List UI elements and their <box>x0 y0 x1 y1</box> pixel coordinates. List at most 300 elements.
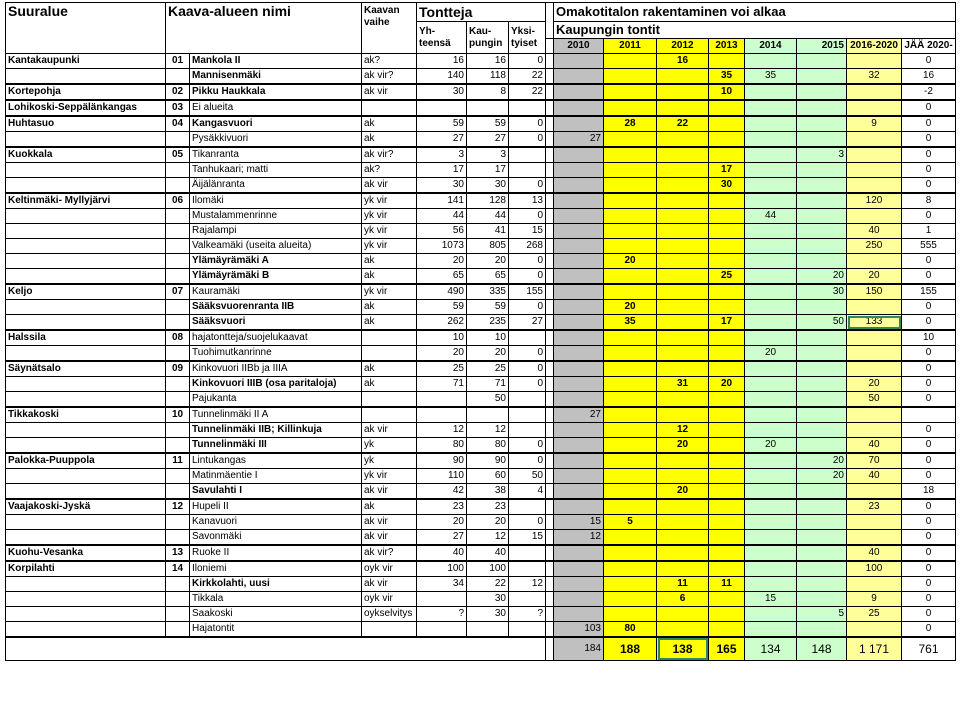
cell-jaa: 0 <box>902 530 956 546</box>
cell-y2010 <box>554 377 604 392</box>
cell-tot <box>417 622 467 638</box>
cell-name: Kirkkolahti, uusi <box>190 577 362 592</box>
cell-yks <box>509 423 546 438</box>
cell-num <box>166 224 190 239</box>
cell-y2012 <box>657 178 709 194</box>
cell-y2012: 22 <box>657 116 709 132</box>
cell-y2013 <box>709 300 745 315</box>
cell-y2012 <box>657 607 709 622</box>
total-2011: 188 <box>604 637 657 661</box>
cell-y2011 <box>604 132 657 148</box>
cell-kau: 16 <box>467 54 509 69</box>
cell-y2013 <box>709 224 745 239</box>
cell-y2010 <box>554 300 604 315</box>
table-row <box>6 407 956 423</box>
table-row <box>6 346 956 362</box>
cell-tot <box>417 100 467 116</box>
cell-phase: ak vir <box>362 484 417 500</box>
cell-jaa: 0 <box>902 300 956 315</box>
cell-area <box>6 469 166 484</box>
cell-y2013 <box>709 561 745 577</box>
cell-y2016: 40 <box>847 438 902 454</box>
cell-area <box>6 377 166 392</box>
cell-tot: 262 <box>417 315 467 331</box>
cell-area <box>6 592 166 607</box>
table-row <box>6 392 956 408</box>
cell-y2014 <box>745 132 797 148</box>
cell-name: Tuohimutkanrinne <box>190 346 362 362</box>
table-row <box>6 469 956 484</box>
cell-y2016 <box>847 515 902 530</box>
cell-num <box>166 392 190 408</box>
cell-tot: 20 <box>417 515 467 530</box>
cell-jaa: 0 <box>902 54 956 69</box>
cell-y2011 <box>604 269 657 285</box>
cell-area: Tikkakoski <box>6 407 166 423</box>
cell-y2014: 35 <box>745 69 797 85</box>
header-yksityiset: Yksi-tyiset <box>509 22 546 54</box>
cell-y2010 <box>554 499 604 515</box>
cell-kau: 805 <box>467 239 509 254</box>
table-row <box>6 300 956 315</box>
cell-kau: 44 <box>467 209 509 224</box>
cell-area: Kuokkala <box>6 147 166 163</box>
cell-y2016: 20 <box>847 269 902 285</box>
cell-tot: 27 <box>417 132 467 148</box>
cell-y2015: 5 <box>797 607 847 622</box>
cell-jaa: -2 <box>902 84 956 100</box>
cell-phase: yk vir <box>362 209 417 224</box>
cell-name: Tikanranta <box>190 147 362 163</box>
cell-y2011 <box>604 284 657 300</box>
cell-tot <box>417 407 467 423</box>
header-omakoti: Omakotitalon rakentaminen voi alkaa <box>554 3 956 22</box>
table-row <box>6 239 956 254</box>
cell-area <box>6 300 166 315</box>
cell-y2013: 11 <box>709 577 745 592</box>
cell-y2015 <box>797 438 847 454</box>
cell-y2015 <box>797 69 847 85</box>
cell-y2014 <box>745 622 797 638</box>
cell-y2015: 20 <box>797 269 847 285</box>
cell-phase: oyk vir <box>362 592 417 607</box>
cell-name: Tunnelinmäki IIB; Killinkuja <box>190 423 362 438</box>
cell-area: Palokka-Puuppola <box>6 453 166 469</box>
cell-area <box>6 515 166 530</box>
cell-y2013 <box>709 469 745 484</box>
cell-y2016 <box>847 132 902 148</box>
cell-name: Tikkala <box>190 592 362 607</box>
total-2015: 148 <box>797 637 847 661</box>
cell-tot: 80 <box>417 438 467 454</box>
cell-num <box>166 163 190 178</box>
cell-y2014 <box>745 330 797 346</box>
cell-y2012 <box>657 209 709 224</box>
cell-yks: 0 <box>509 515 546 530</box>
cell-y2014 <box>745 178 797 194</box>
cell-yks: 22 <box>509 84 546 100</box>
cell-y2014 <box>745 147 797 163</box>
cell-kau: 335 <box>467 284 509 300</box>
cell-y2011 <box>604 69 657 85</box>
cell-name: Iloniemi <box>190 561 362 577</box>
cell-y2010 <box>554 607 604 622</box>
cell-y2010 <box>554 163 604 178</box>
cell-y2011 <box>604 453 657 469</box>
cell-y2015 <box>797 530 847 546</box>
cell-area <box>6 577 166 592</box>
cell-y2016: 40 <box>847 224 902 239</box>
cell-y2012 <box>657 163 709 178</box>
cell-yks: 0 <box>509 209 546 224</box>
header-tontteja: Tontteja <box>417 3 546 22</box>
cell-name: Ilomäki <box>190 193 362 209</box>
cell-y2010 <box>554 438 604 454</box>
cell-area <box>6 438 166 454</box>
cell-num <box>166 484 190 500</box>
cell-num <box>166 346 190 362</box>
cell-kau: 60 <box>467 469 509 484</box>
cell-area: Keltinmäki- Myllyjärvi <box>6 193 166 209</box>
total-2014: 134 <box>745 637 797 661</box>
cell-y2012 <box>657 254 709 269</box>
cell-kau: 10 <box>467 330 509 346</box>
cell-y2013: 25 <box>709 269 745 285</box>
cell-num: 13 <box>166 545 190 561</box>
cell-phase: ak <box>362 116 417 132</box>
cell-y2016: 250 <box>847 239 902 254</box>
cell-y2016: 20 <box>847 377 902 392</box>
cell-y2010 <box>554 577 604 592</box>
cell-yks <box>509 499 546 515</box>
cell-y2016 <box>847 361 902 377</box>
year-2010: 2010 <box>554 39 604 54</box>
cell-y2015 <box>797 577 847 592</box>
cell-y2016 <box>847 209 902 224</box>
cell-y2016 <box>847 330 902 346</box>
cell-kau: 50 <box>467 392 509 408</box>
table-row <box>6 561 956 577</box>
cell-tot: 140 <box>417 69 467 85</box>
cell-y2012 <box>657 315 709 331</box>
cell-jaa: 16 <box>902 69 956 85</box>
cell-y2011: 20 <box>604 254 657 269</box>
cell-yks <box>509 545 546 561</box>
cell-y2013: 20 <box>709 377 745 392</box>
cell-y2014 <box>745 407 797 423</box>
cell-y2010 <box>554 193 604 209</box>
cell-jaa: 0 <box>902 269 956 285</box>
cell-tot: 141 <box>417 193 467 209</box>
cell-jaa: 1 <box>902 224 956 239</box>
cell-yks: 0 <box>509 300 546 315</box>
cell-y2012: 11 <box>657 577 709 592</box>
cell-num <box>166 269 190 285</box>
header-suuralue: Suuralue <box>6 3 166 54</box>
cell-phase: ak <box>362 254 417 269</box>
cell-name: Ei alueita <box>190 100 362 116</box>
cell-y2014 <box>745 453 797 469</box>
cell-num <box>166 515 190 530</box>
cell-y2011 <box>604 84 657 100</box>
cell-kau: 100 <box>467 561 509 577</box>
cell-name: Kinkovuori IIIB (osa paritaloja) <box>190 377 362 392</box>
cell-y2010 <box>554 423 604 438</box>
cell-name: Pysäkkivuori <box>190 132 362 148</box>
cell-num <box>166 592 190 607</box>
cell-y2011 <box>604 100 657 116</box>
cell-y2012: 31 <box>657 377 709 392</box>
cell-y2013 <box>709 147 745 163</box>
total-2016-2020: 1 171 <box>847 637 902 661</box>
cell-num <box>166 69 190 85</box>
cell-y2011 <box>604 499 657 515</box>
cell-kau: 90 <box>467 453 509 469</box>
cell-area <box>6 423 166 438</box>
table-row <box>6 607 956 622</box>
cell-y2010 <box>554 346 604 362</box>
cell-y2011 <box>604 224 657 239</box>
cell-y2010 <box>554 592 604 607</box>
cell-num <box>166 577 190 592</box>
cell-y2010 <box>554 284 604 300</box>
cell-area <box>6 69 166 85</box>
year-2011: 2011 <box>604 39 657 54</box>
cell-phase: ak <box>362 499 417 515</box>
cell-y2015: 3 <box>797 147 847 163</box>
cell-name: Pikku Haukkala <box>190 84 362 100</box>
cell-y2015 <box>797 361 847 377</box>
cell-area: Huhtasuo <box>6 116 166 132</box>
cell-phase <box>362 100 417 116</box>
cell-y2012 <box>657 392 709 408</box>
table-row <box>6 361 956 377</box>
cell-kau: 27 <box>467 132 509 148</box>
cell-y2014 <box>745 300 797 315</box>
cell-kau <box>467 407 509 423</box>
year-2013: 2013 <box>709 39 745 54</box>
cell-y2014 <box>745 515 797 530</box>
cell-area <box>6 315 166 331</box>
cell-y2012: 6 <box>657 592 709 607</box>
cell-y2014 <box>745 499 797 515</box>
cell-yks: 12 <box>509 577 546 592</box>
cell-y2015 <box>797 132 847 148</box>
cell-num: 06 <box>166 193 190 209</box>
cell-y2015 <box>797 499 847 515</box>
cell-phase: ak vir <box>362 530 417 546</box>
cell-yks: 4 <box>509 484 546 500</box>
cell-y2015 <box>797 592 847 607</box>
cell-tot: 12 <box>417 423 467 438</box>
cell-y2013 <box>709 515 745 530</box>
table-row <box>6 269 956 285</box>
cell-y2014 <box>745 392 797 408</box>
cell-phase: ak <box>362 269 417 285</box>
cell-area <box>6 224 166 239</box>
cell-area: Korpilahti <box>6 561 166 577</box>
cell-y2013 <box>709 607 745 622</box>
table-row <box>6 193 956 209</box>
cell-y2012 <box>657 330 709 346</box>
cell-y2012 <box>657 515 709 530</box>
total-2013: 165 <box>709 637 745 661</box>
cell-y2016: 40 <box>847 469 902 484</box>
cell-kau: 30 <box>467 592 509 607</box>
cell-tot: 23 <box>417 499 467 515</box>
cell-yks: 13 <box>509 193 546 209</box>
cell-area <box>6 269 166 285</box>
cell-y2013 <box>709 346 745 362</box>
cell-name: Kinkovuori IIBb ja IIIA <box>190 361 362 377</box>
cell-kau: 20 <box>467 346 509 362</box>
table-row <box>6 254 956 269</box>
cell-jaa: 0 <box>902 315 956 331</box>
cell-yks <box>509 163 546 178</box>
cell-y2015 <box>797 561 847 577</box>
cell-y2015 <box>797 254 847 269</box>
cell-name: Tunnelinmäki III <box>190 438 362 454</box>
cell-area <box>6 239 166 254</box>
cell-yks: 27 <box>509 315 546 331</box>
table-row <box>6 209 956 224</box>
cell-y2013 <box>709 392 745 408</box>
cell-yks <box>509 561 546 577</box>
cell-kau: 3 <box>467 147 509 163</box>
cell-num <box>166 239 190 254</box>
cell-yks: 0 <box>509 132 546 148</box>
cell-y2012 <box>657 530 709 546</box>
cell-y2010 <box>554 84 604 100</box>
cell-jaa: 0 <box>902 545 956 561</box>
cell-y2015 <box>797 100 847 116</box>
cell-phase <box>362 407 417 423</box>
cell-name: Mankola II <box>190 54 362 69</box>
cell-phase: yk vir <box>362 193 417 209</box>
cell-y2013: 10 <box>709 84 745 100</box>
cell-y2014 <box>745 269 797 285</box>
cell-jaa: 0 <box>902 361 956 377</box>
cell-jaa: 8 <box>902 193 956 209</box>
cell-name: Sääksvuorenranta IIB <box>190 300 362 315</box>
cell-name: Tanhukaari; matti <box>190 163 362 178</box>
cell-y2010 <box>554 100 604 116</box>
cell-kau: 8 <box>467 84 509 100</box>
cell-y2013: 17 <box>709 163 745 178</box>
cell-jaa: 155 <box>902 284 956 300</box>
cell-y2016 <box>847 423 902 438</box>
table-row <box>6 100 956 116</box>
cell-area: Kuohu-Vesanka <box>6 545 166 561</box>
cell-tot <box>417 592 467 607</box>
cell-y2015 <box>797 163 847 178</box>
cell-y2016 <box>847 254 902 269</box>
cell-kau: 23 <box>467 499 509 515</box>
cell-y2013 <box>709 239 745 254</box>
cell-phase: ak <box>362 300 417 315</box>
cell-num: 02 <box>166 84 190 100</box>
cell-num: 03 <box>166 100 190 116</box>
cell-y2013 <box>709 132 745 148</box>
total-jaa: 761 <box>902 637 956 661</box>
cell-y2014 <box>745 239 797 254</box>
cell-kau: 30 <box>467 607 509 622</box>
cell-name: Sääksvuori <box>190 315 362 331</box>
cell-y2015 <box>797 423 847 438</box>
cell-num <box>166 178 190 194</box>
cell-y2014 <box>745 423 797 438</box>
cell-y2015 <box>797 392 847 408</box>
header-kaupungin-tontit: Kaupungin tontit <box>554 22 956 39</box>
cell-yks: 0 <box>509 54 546 69</box>
cell-y2010 <box>554 254 604 269</box>
total-2012: 138 <box>657 637 709 661</box>
cell-name: hajatontteja/suojelukaavat <box>190 330 362 346</box>
cell-name: Rajalampi <box>190 224 362 239</box>
cell-jaa: 0 <box>902 423 956 438</box>
cell-y2015 <box>797 622 847 638</box>
cell-y2014 <box>745 577 797 592</box>
table-row <box>6 577 956 592</box>
cell-name: Ylämäyrämäki A <box>190 254 362 269</box>
cell-kau: 17 <box>467 163 509 178</box>
table-row <box>6 622 956 638</box>
cell-phase: ak vir <box>362 577 417 592</box>
cell-jaa: 0 <box>902 209 956 224</box>
cell-num: 11 <box>166 453 190 469</box>
table-row <box>6 84 956 100</box>
cell-tot <box>417 392 467 408</box>
cell-yks: ? <box>509 607 546 622</box>
cell-num <box>166 315 190 331</box>
cell-tot: 20 <box>417 254 467 269</box>
cell-y2016 <box>847 530 902 546</box>
cell-tot: 71 <box>417 377 467 392</box>
cell-phase: ak vir <box>362 423 417 438</box>
header-kaava-nimi: Kaava-alueen nimi <box>166 3 362 54</box>
cell-name: Mannisenmäki <box>190 69 362 85</box>
cell-tot: 17 <box>417 163 467 178</box>
cell-y2014: 15 <box>745 592 797 607</box>
cell-y2010: 27 <box>554 132 604 148</box>
spreadsheet <box>5 2 956 661</box>
cell-y2011 <box>604 346 657 362</box>
cell-area <box>6 178 166 194</box>
cell-num <box>166 438 190 454</box>
cell-tot: 65 <box>417 269 467 285</box>
cell-jaa: 0 <box>902 515 956 530</box>
total-2010: 184 <box>554 637 604 661</box>
cell-area <box>6 209 166 224</box>
cell-tot: 34 <box>417 577 467 592</box>
cell-y2011 <box>604 438 657 454</box>
cell-y2015 <box>797 116 847 132</box>
cell-y2015 <box>797 239 847 254</box>
cell-y2014 <box>745 377 797 392</box>
cell-yks: 0 <box>509 269 546 285</box>
table-row <box>6 132 956 148</box>
cell-y2010 <box>554 224 604 239</box>
cell-name: Lintukangas <box>190 453 362 469</box>
cell-y2013 <box>709 54 745 69</box>
cell-y2012 <box>657 300 709 315</box>
cell-y2013 <box>709 193 745 209</box>
header-kaavan-vaihe: Kaavan vaihe <box>362 3 417 54</box>
cell-phase: ak vir? <box>362 147 417 163</box>
cell-y2014 <box>745 163 797 178</box>
cell-y2010: 27 <box>554 407 604 423</box>
cell-kau: 20 <box>467 254 509 269</box>
